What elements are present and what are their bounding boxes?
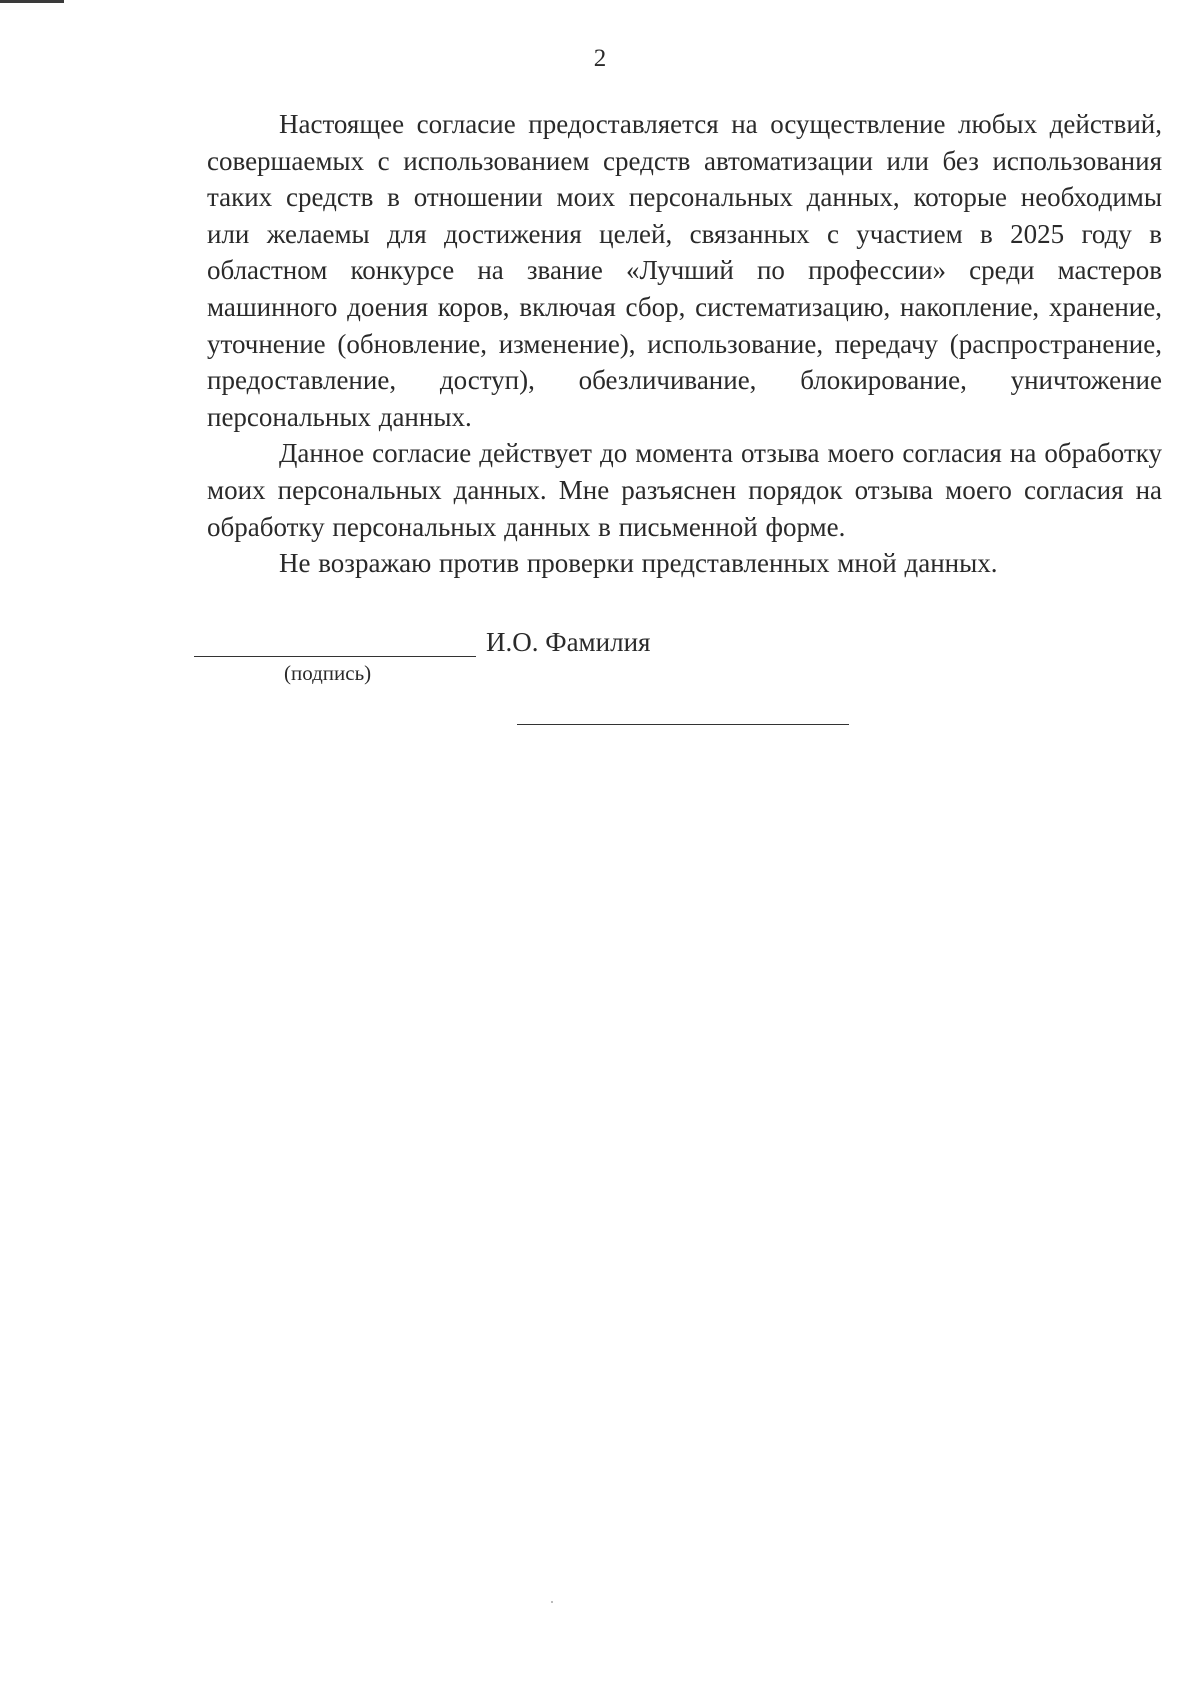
document-body [207,106,1162,582]
signatory-name: И.О. Фамилия [486,627,651,657]
scan-speck [551,1601,553,1603]
page-number: 2 [593,45,607,72]
signature-caption: (подпись) [284,661,372,685]
paragraph-consent-duration: Данное согласие действует до момента отзыва моего согласия на обработку моих персональных данных. Мне разъяснен порядок отзыва моего согласия на обработку персональных данных в письменной форме. [207,438,1162,542]
paragraph-consent-scope: Настоящее согласие предоставляется на осуществление любых действий, совершаемых с использованием средств автоматизации или без использования таких средств в отношении моих персональных данных, которые необходимы или желаемы для достижения целей, связанных с участием в 2025 году в областном конкурсе на звание «Лучший по профессии» среди мастеров машинного доения коров, включая сбор, систематизацию, накопление, хранение, уточнение (обновление, изменение), использование, передачу (распространение, предоставление, доступ), обезличивание, блокирование, уничтожение персональных данных. [207,109,1162,432]
signature-line [194,656,476,657]
scan-edge-mark [0,0,64,3]
document-end-rule [517,724,849,725]
paragraph-verification-consent: Не возражаю против проверки представленных мной данных. [279,548,998,579]
signature-block [194,624,894,704]
